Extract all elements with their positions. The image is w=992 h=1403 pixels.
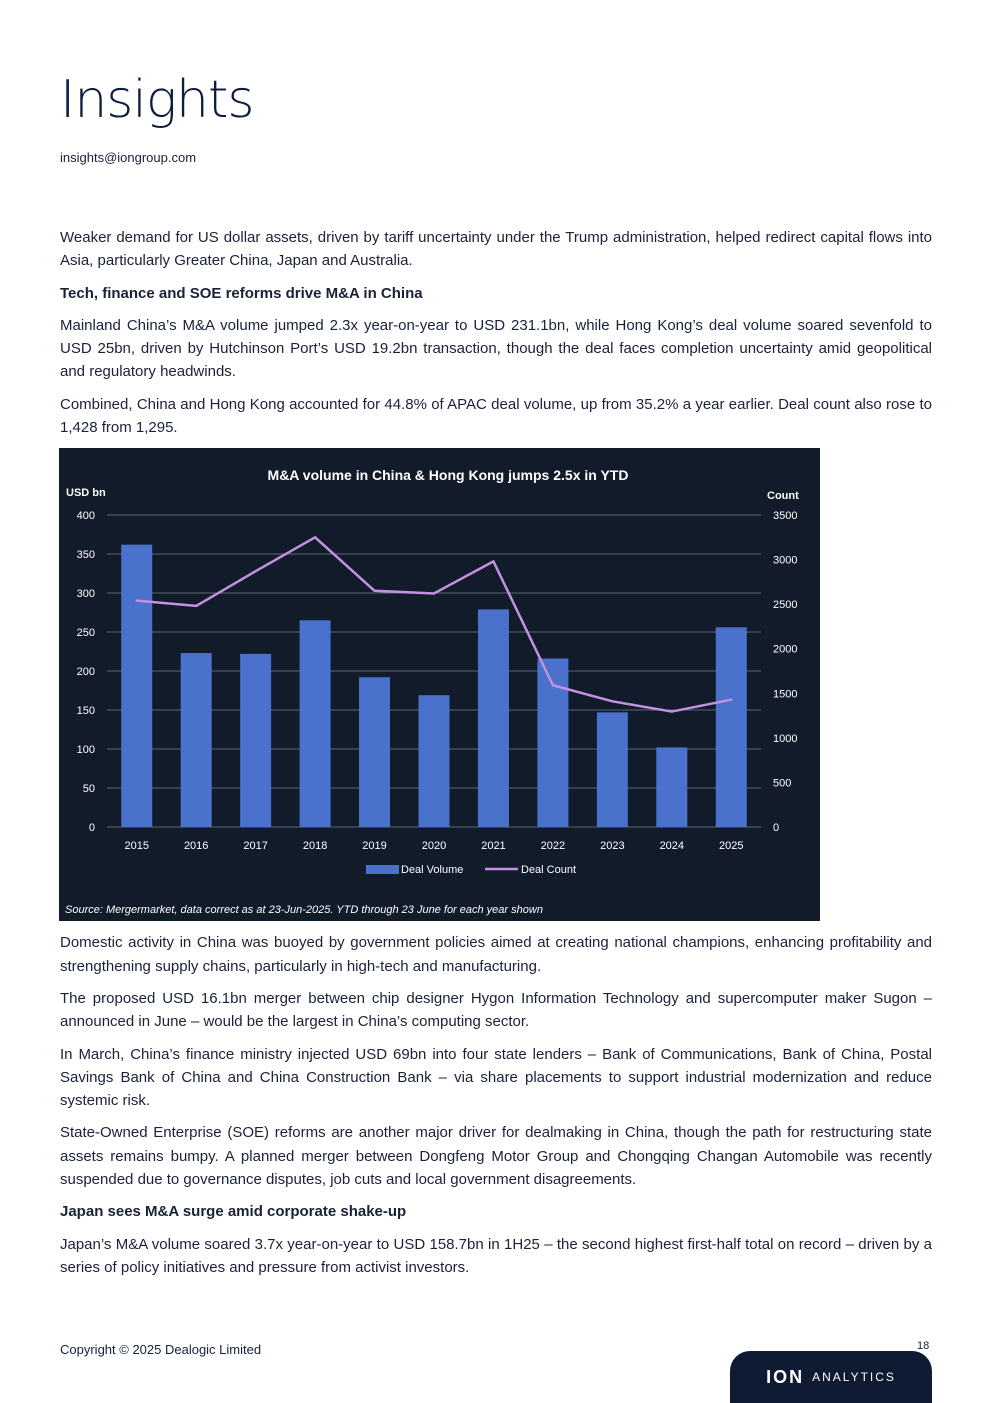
page-number: 18: [917, 1340, 930, 1352]
ion-analytics-logo: [730, 1351, 932, 1403]
deal-count-point: [136, 600, 138, 602]
right-tick-label: 1000: [773, 733, 798, 746]
deal-count-point: [492, 561, 494, 563]
right-tick-label: 3000: [773, 554, 798, 567]
article-body: [60, 226, 932, 1288]
deal-count-point: [433, 593, 435, 595]
chart-title: M&A volume in China & Hong Kong jumps 2.5x in YTD: [267, 467, 629, 484]
bar-deal-volume: [716, 628, 747, 828]
deal-count-point: [611, 700, 613, 702]
left-tick-label: 200: [76, 666, 95, 679]
bar-deal-volume: [240, 654, 271, 827]
x-tick-label: 2016: [183, 840, 209, 853]
chart-canvas: [59, 448, 820, 921]
left-tick-label: 400: [76, 510, 95, 523]
bar-deal-volume: [597, 713, 628, 828]
right-tick-label: 2500: [773, 599, 798, 612]
left-tick-label: 100: [76, 744, 95, 757]
deal-count-point: [254, 570, 256, 572]
x-tick-label: 2025: [719, 840, 744, 853]
paragraph: In March, China’s finance ministry injected USD 69bn into four state lenders – Bank of Communications, Bank of China, Postal Savings Bank of China and China Construction Bank – via share placements to support industrial modernization and reduce systemic risk.: [60, 1045, 932, 1110]
right-tick-label: 2000: [773, 644, 798, 657]
bar-deal-volume: [656, 748, 687, 828]
legend-deal-volume: Deal Volume: [401, 864, 464, 877]
deal-count-point: [730, 699, 732, 701]
left-tick-label: 150: [76, 705, 95, 718]
bar-deal-volume: [359, 678, 390, 828]
section-heading: Tech, finance and SOE reforms drive M&A in China: [60, 284, 423, 302]
ma-volume-chart: [59, 448, 820, 921]
paragraph: Mainland China’s M&A volume jumped 2.3x year-on-year to USD 231.1bn, while Hong Kong’s deal volume soared sevenfold to USD 25bn, driven by Hutchinson Port’s USD 19.2bn transaction, though the deal faces completion uncertainty amid geopolitical and regulatory headwinds.: [60, 316, 932, 381]
paragraph: State-Owned Enterprise (SOE) reforms are another major driver for dealmaking in China, though the path for restructuring state assets remains bumpy. A planned merger between Dongfeng Motor Group and Chongqing Changan Automobile was recently suspended due to governance disputes, job cuts and local government disagreements.: [60, 1124, 932, 1189]
x-tick-label: 2015: [124, 840, 149, 853]
section-heading: Japan sees M&A surge amid corporate shake-up: [60, 1203, 407, 1221]
bar-deal-volume: [478, 610, 509, 828]
left-tick-label: 50: [82, 783, 95, 796]
bar-deal-volume: [300, 621, 331, 828]
x-tick-label: 2020: [421, 840, 447, 853]
contact-email[interactable]: insights@iongroup.com: [60, 150, 197, 165]
legend-deal-count: Deal Count: [521, 864, 577, 877]
bar-deal-volume: [419, 696, 450, 828]
x-tick-label: 2019: [362, 840, 387, 853]
paragraph: Domestic activity in China was buoyed by government policies aimed at creating national champions, enhancing profitability and strengthening supply chains, particularly in high-tech and manufacturing.: [60, 934, 932, 975]
paragraph: Weaker demand for US dollar assets, driven by tariff uncertainty under the Trump administration, helped redirect capital flows into Asia, particularly Greater China, Japan and Australia.: [60, 229, 932, 270]
bar-deal-volume: [121, 545, 152, 827]
right-tick-label: 3500: [773, 510, 798, 523]
right-tick-label: 1500: [773, 688, 798, 701]
deal-count-point: [373, 590, 375, 592]
x-tick-label: 2022: [540, 840, 566, 853]
line-deal-count: [137, 538, 732, 712]
paragraph: Japan’s M&A volume soared 3.7x year-on-year to USD 158.7bn in 1H25 – the second highest first-half total on record – driven by a series of policy initiatives and pressure from activist investors.: [60, 1235, 932, 1276]
deal-count-point: [195, 605, 197, 607]
page-title: Insights: [60, 70, 254, 130]
left-tick-label: 350: [76, 549, 95, 562]
right-axis-label: Count: [767, 490, 799, 503]
paragraph: The proposed USD 16.1bn merger between chip designer Hygon Information Technology and supercomputer maker Sugon – announced in June – would be the largest in China’s computing sector.: [60, 989, 932, 1031]
x-tick-label: 2023: [600, 840, 625, 853]
left-axis-label: USD bn: [66, 487, 106, 500]
x-tick-label: 2017: [243, 840, 268, 853]
bar-deal-volume: [181, 653, 212, 827]
left-tick-label: 0: [88, 822, 95, 835]
x-tick-label: 2021: [481, 840, 506, 853]
right-tick-label: 0: [773, 822, 780, 835]
x-tick-label: 2018: [302, 840, 328, 853]
left-tick-label: 300: [76, 588, 95, 601]
deal-count-point: [552, 684, 554, 686]
copyright-notice: Copyright © 2025 Dealogic Limited: [60, 1342, 262, 1357]
deal-count-point: [671, 711, 673, 713]
x-tick-label: 2024: [659, 840, 685, 853]
right-tick-label: 500: [773, 777, 792, 790]
logo-analytics-text: ANALYTICS: [812, 1370, 896, 1384]
chart-source: Source: Mergermarket, data correct as at 23-Jun-2025. YTD through 23 June for each year shown: [65, 904, 543, 917]
left-tick-label: 250: [76, 627, 95, 640]
paragraph: Combined, China and Hong Kong accounted for 44.8% of APAC deal volume, up from 35.2% a year earlier. Deal count also rose to 1,428 from 1,295.: [60, 395, 932, 437]
legend-swatch-deal-volume: [366, 865, 399, 874]
logo-ion-text: ION: [766, 1366, 805, 1387]
deal-count-point: [314, 536, 316, 538]
